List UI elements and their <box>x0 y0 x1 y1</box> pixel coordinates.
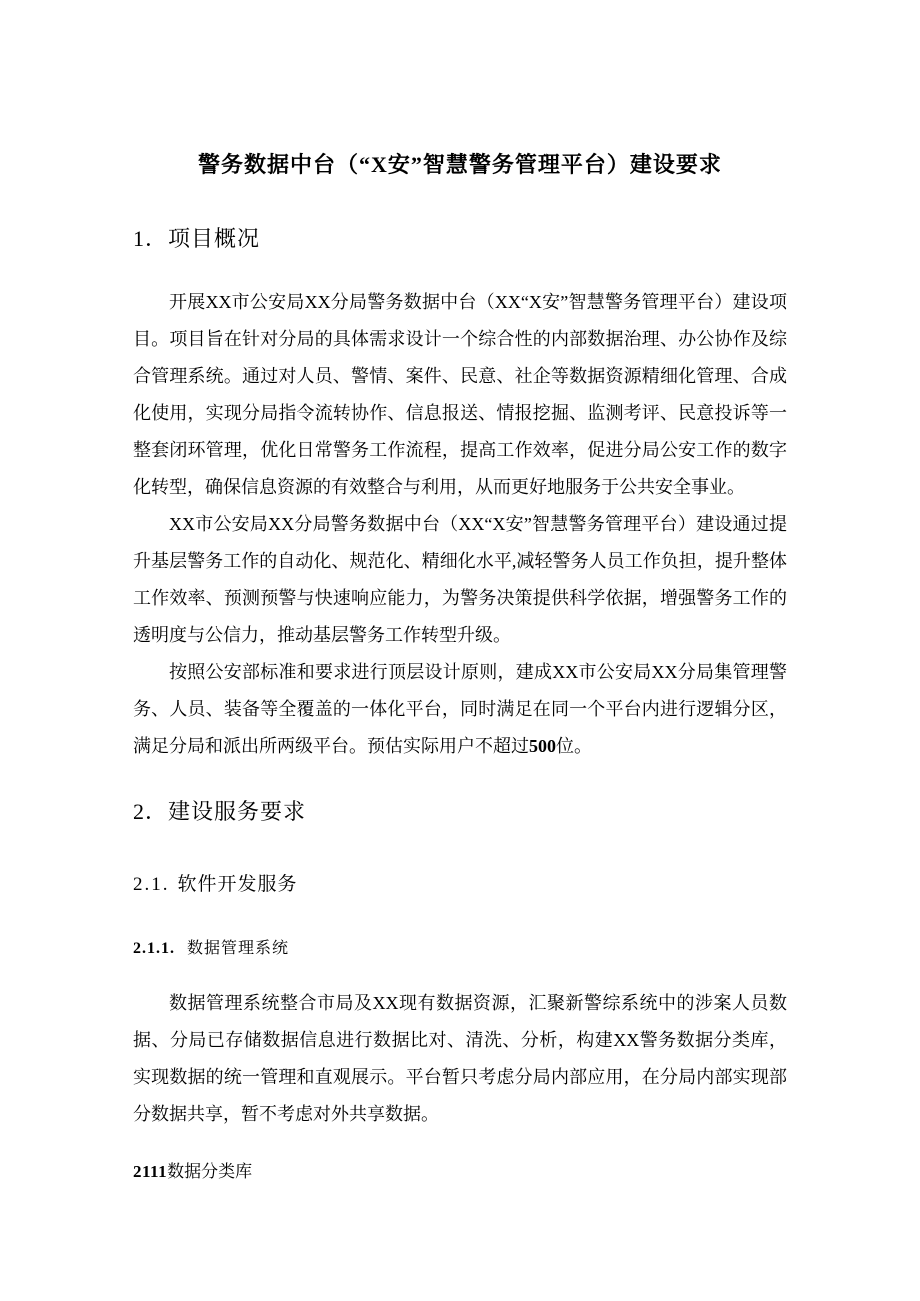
heading-label: 数据分类库 <box>167 1162 253 1181</box>
paragraph-construction-benefits: XX市公安局XX分局警务数据中台（XX“X安”智慧警务管理平台）建设通过提升基层警务工作的自动化、规范化、精细化水平,减轻警务人员工作负担，提升整体工作效率、预测预警与快速响应能力，为警务决策提供科学依据，增强警务工作的透明度与公信力，推动基层警务工作转型升级。 <box>133 514 787 645</box>
paragraph-text-after-count: 位。 <box>556 736 592 756</box>
heading-software-development-service <box>133 871 787 899</box>
heading-number: 2.1. <box>133 874 170 895</box>
user-count-value: 500 <box>529 736 556 756</box>
paragraph-project-intro: 开展XX市公安局XX分局警务数据中台（XX“X安”智慧警务管理平台）建设项目。项目旨在针对分局的具体需求设计一个综合性的内部数据治理、办公协作及综合管理系统。通过对人员、警情、案件、民意、社企等数据资源精细化管理、合成化使用，实现分局指令流转协作、信息报送、情报挖掘、监测考评、民意投诉等一整套闭环管理，优化日常警务工作流程，提高工作效率，促进分局公安工作的数字化转型，确保信息资源的有效整合与利用，从而更好地服务于公共安全事业。 <box>133 292 787 497</box>
heading-label: 数据管理系统 <box>187 940 290 957</box>
paragraph-top-level-design <box>133 654 787 765</box>
heading-number: 2111 <box>133 1162 168 1181</box>
heading-number: 2.1.1. <box>133 940 175 957</box>
heading-label: 软件开发服务 <box>177 874 298 895</box>
heading-construction-service-requirements: 2．建设服务要求 <box>133 799 307 824</box>
document-title: 警务数据中台（“X安”智慧警务管理平台）建设要求 <box>198 152 722 177</box>
heading-data-management-system <box>133 937 787 961</box>
paragraph-text-before-count: 按照公安部标准和要求进行顶层设计原则，建成XX市公安局XX分局集管理警务、人员、装备等全覆盖的一体化平台，同时满足在同一个平台内进行逻辑分区，满足分局和派出所两级平台。预估实际用户不超过 <box>133 662 787 756</box>
heading-data-classification-library <box>133 1159 787 1185</box>
paragraph-data-management-description: 数据管理系统整合市局及XX现有数据资源，汇聚新警综系统中的涉案人员数据、分局已存储数据信息进行数据比对、清洗、分析，构建XX警务数据分类库，实现数据的统一管理和直观展示。平台暂只考虑分局内部应用，在分局内部实现部分数据共享，暂不考虑对外共享数据。 <box>133 993 787 1124</box>
heading-project-overview: 1．项目概况 <box>133 226 261 251</box>
